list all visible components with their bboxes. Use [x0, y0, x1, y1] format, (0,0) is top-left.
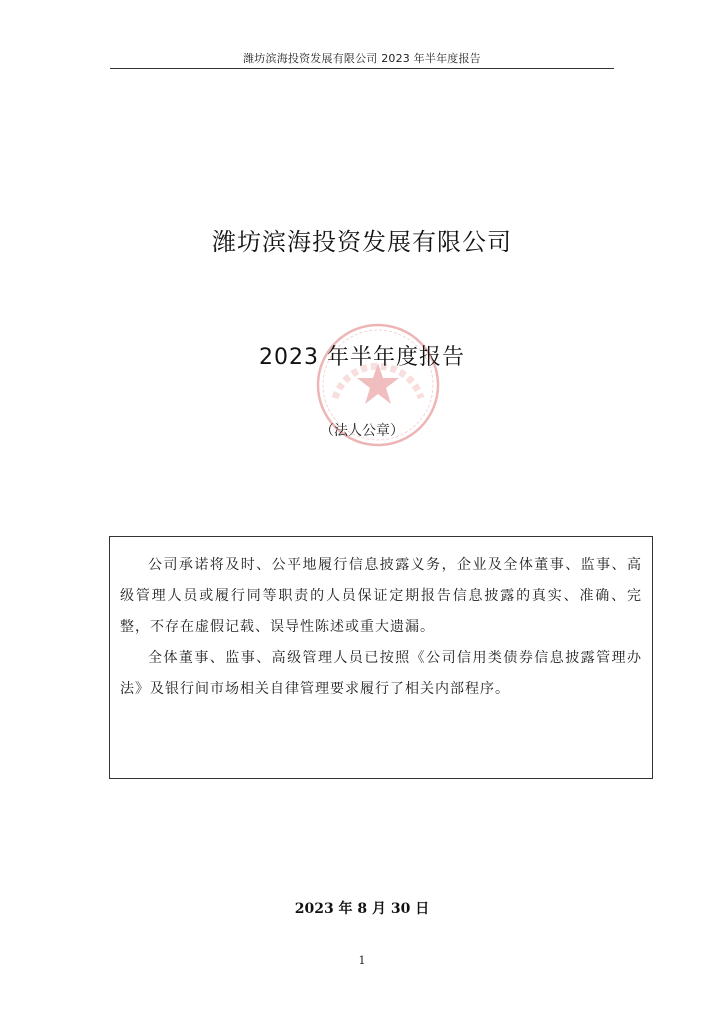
- company-name: 潍坊滨海投资发展有限公司: [212, 228, 512, 256]
- statement-paragraph-2: 全体董事、监事、高级管理人员已按照《公司信用类债券信息披露管理办法》及银行间市场相关自律管理要求履行了相关内部程序。: [120, 650, 642, 697]
- running-header: 潍坊滨海投资发展有限公司 2023 年半年度报告: [243, 52, 481, 65]
- report-title: 2023 年半年度报告: [259, 345, 465, 370]
- report-date: 2023 年 8 月 30 日: [294, 901, 430, 917]
- page-number: 1: [358, 954, 366, 967]
- commitment-statement-box: [109, 536, 653, 779]
- header-divider: [110, 68, 614, 69]
- statement-paragraph-1: 公司承诺将及时、公平地履行信息披露义务，企业及全体董事、监事、高级管理人员或履行同等职责的人员保证定期报告信息披露的真实、准确、完整，不存在虚假记载、误导性陈述或重大遗漏。: [120, 557, 642, 635]
- seal-note: （法人公章）: [320, 423, 404, 439]
